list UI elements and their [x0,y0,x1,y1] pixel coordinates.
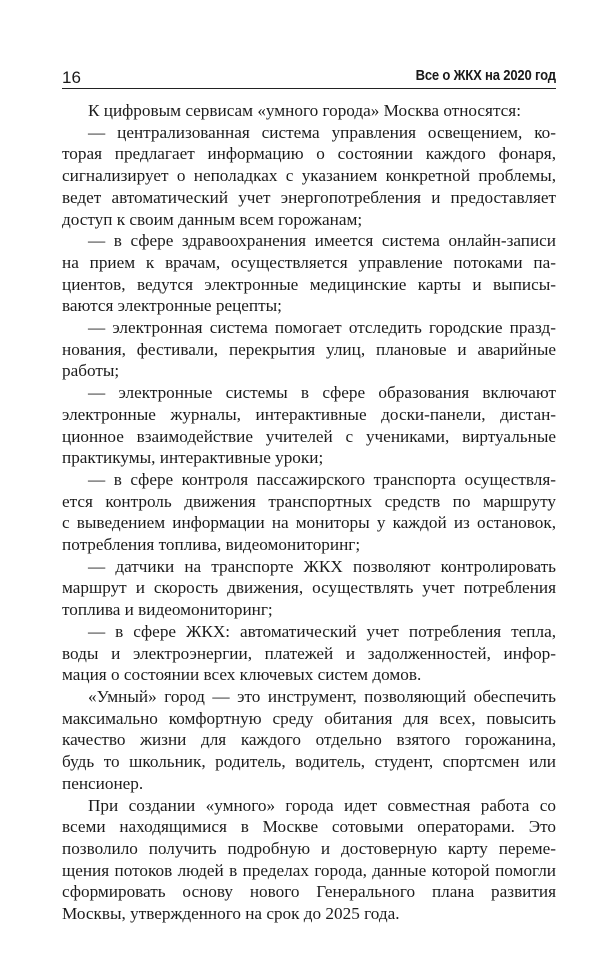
text-line: мация о состоянии всех ключевых систем домов. [62,665,422,685]
text-line: топлива и видеомониторинг; [62,600,273,620]
text-line: ется контроль движения транспортных средств по маршруту [62,491,556,511]
text-line: — электронная система помогает отследить городские празд- [88,318,556,338]
text-line: пенсионер. [62,773,144,793]
text-line: — в сфере здравоохранения имеется система онлайн-записи [88,231,556,251]
text-line: с выведением информации на мониторы у каждой из остановок, [62,513,556,533]
text-line: ваются электронные рецепты; [62,296,282,316]
paragraph [62,317,556,382]
text-line: — в сфере ЖКХ: автоматический учет потребления тепла, [88,621,556,641]
paragraph [62,556,556,621]
paragraph [62,469,556,556]
text-line: — датчики на транспорте ЖКХ позволяют контролировать [88,556,556,576]
text-line: электронные журналы, интерактивные доски-панели, дистан- [62,404,556,424]
text-line: потребления топлива, видеомониторинг; [62,535,361,555]
text-line: К цифровым сервисам «умного города» Москва относятся: [88,101,521,120]
text-line: ведет автоматический учет энергопотребления и предоставляет [62,187,556,207]
text-line: на прием к врачам, осуществляется управление потоками па- [62,252,556,272]
text-line: доступ к своим данным всем горожанам; [62,209,363,229]
text-line: маршрут и скорость движения, осуществлять учет потребления [62,578,556,598]
text-line: всеми находящимися в Москве сотовыми операторами. Это [62,817,556,837]
paragraph [62,686,556,795]
text-line: нования, фестивали, перекрытия улиц, плановые и аварийные [62,339,556,359]
page-body [62,100,556,925]
text-line: воды и электроэнергии, платежей и задолженностей, инфор- [62,643,556,663]
paragraph [62,122,556,231]
text-line: — в сфере контроля пассажирского транспорта осуществля- [88,469,556,489]
running-title: Все о ЖКХ на 2020 год [415,68,556,84]
text-line: щения потоков людей в пределах города, данные которой помогли [62,860,556,880]
text-line: сигнализирует о неполадках с указанием конкретной проблемы, [62,166,556,186]
text-line: — электронные системы в сфере образования включают [88,383,556,403]
paragraph [62,621,556,686]
paragraph [62,230,556,317]
text-line: — централизованная система управления освещением, ко- [88,122,556,142]
page-header [62,66,556,89]
paragraph [62,100,556,122]
paragraph [62,795,556,925]
text-line: Москвы, утвержденного на срок до 2025 года. [62,904,400,924]
text-line: качество жизни для каждого отдельно взятого горожанина, [62,730,556,750]
text-line: ционное взаимодействие учителей с учениками, виртуальные [62,426,556,446]
text-line: будь то школьник, родитель, водитель, студент, спортсмен или [62,752,556,772]
text-line: максимально комфортную среду обитания для всех, повысить [62,708,556,728]
text-line: циентов, ведутся электронные медицинские карты и выписы- [62,274,556,294]
page-number: 16 [62,68,81,87]
text-line: практикумы, интерактивные уроки; [62,448,324,468]
text-line: «Умный» город — это инструмент, позволяющий обеспечить [88,686,556,706]
text-line: При создании «умного» города идет совместная работа со [88,795,556,815]
paragraph [62,382,556,469]
text-line: торая предлагает информацию о состоянии каждого фонаря, [62,144,556,164]
text-line: сформировать основу нового Генерального плана развития [62,882,556,902]
text-line: работы; [62,361,120,381]
text-line: позволило получить подробную и достоверную карту переме- [62,838,556,858]
